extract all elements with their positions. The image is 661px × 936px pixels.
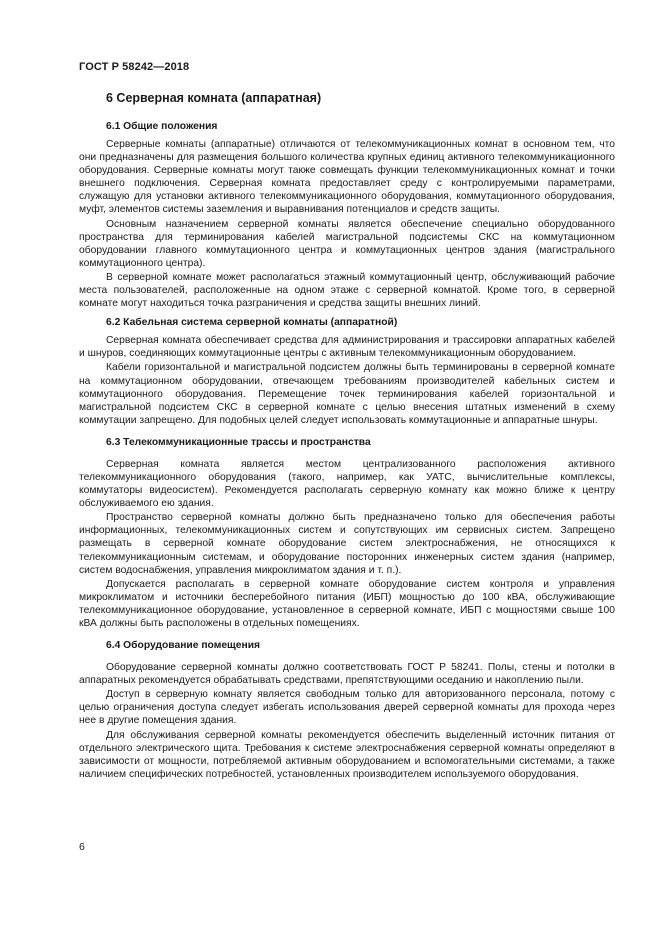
subsection-title-6-4: 6.4 Оборудование помещения (106, 640, 261, 652)
standard-header: ГОСТ Р 58242—2018 (79, 61, 190, 73)
paragraph: Оборудование серверной комнаты должно соответствовать ГОСТ Р 58241. Полы, стены и потолки в аппаратных рекомендуется обрабатывать средствами, препятствующими оседанию и накоплению пыли. (79, 662, 615, 687)
subsection-title-6-3: 6.3 Телекоммуникационные трассы и пространства (106, 436, 371, 448)
paragraph: Для обслуживания серверной комнаты рекомендуется обеспечить выделенный источник питания от отдельного электрического щита. Требования к системе электроснабжения серверной комнаты определяют в зависимости от мощности, потребляемой активным оборудованием и вспомогательными системами, а также наличием специфических потребностей, установленных производителем используемого оборудования. (79, 729, 615, 780)
paragraph: Доступ в серверную комнату является свободным только для авторизованного персонала, потому с целью ограничения доступа следует избегать использования дверей серверной комнаты для прохода через нее в другие помещения здания. (79, 689, 615, 727)
paragraph: Серверная комната является местом централизованного расположения активного телекоммуникационного оборудования (такого, например, как УАТС, вычислительные комплексы, коммутаторы видеосистем). Рекомендуется располагать серверную комнату как можно ближе к центру обслуживаемого ею здания. (79, 458, 615, 510)
paragraph: Серверная комната обеспечивает средства для администрирования и трассировки аппаратных кабелей и шнуров, соединяющих коммутационные центры с активным телекоммуникационным оборудованием. (79, 335, 615, 360)
page-content (79, 90, 615, 781)
paragraph: Основным назначением серверной комнаты является обеспечение специально оборудованного пространства для терминирования кабелей магистральной подсистемы СКС на коммутационном оборудовании главного коммутационного центра и коммутационных центров здания (магистрального коммутационного центра). (79, 218, 615, 269)
subsection-title-6-1: 6.1 Общие положения (106, 121, 218, 132)
paragraph: Кабели горизонтальной и магистральной подсистем должны быть терминированы в серверной комнате на коммутационном оборудовании, отвечающем требованиям производителей кабельных систем и коммутационного оборудования. Перемещение точек терминирования кабелей горизонтальной и магистральной подсистем СКС в серверной комнате с целью внесения штатных изменений в схему коммутации запрещено. Для подобных целей следует использовать коммутационные и аппаратные шнуры. (79, 362, 615, 426)
paragraph: В серверной комнате может располагаться этажный коммутационный центр, обслуживающий рабочие места пользователей, расположенные на одном этаже с серверной комнатой. Кроме того, в серверной комнате могут находиться точка разграничения и средства защиты внешних линий. (79, 271, 615, 310)
paragraph: Пространство серверной комнаты должно быть предназначено только для обеспечения работы информационных, телекоммуникационных систем и сопутствующих им сервисных систем. Запрещено размещать в серверной комнате оборудование систем электроснабжения, не относящихся к телекоммуникационным системам, и оборудование посторонних инженерных систем здания (например, систем водоснабжения, управления микроклиматом здания и т. п.). (79, 512, 615, 576)
subsection-title-6-2: 6.2 Кабельная система серверной комнаты (аппаратной) (106, 317, 398, 329)
paragraph: Серверные комнаты (аппаратные) отличаются от телекоммуникационных комнат в основном тем, что они предназначены для размещения большого количества крупных единиц активного телекоммуникационного оборудования. Серверные комнаты могут также совмещать функции телекоммуникационных комнат и точки внешнего подключения. Серверная комната предоставляет среду с контролируемыми параметрами, служащую для установки активного телекоммуникационного оборудования, коммутационного оборудования, муфт, элементов системы заземления и выравнивания потенциалов и средств защиты. (79, 139, 615, 216)
section-title: 6 Серверная комната (аппаратная) (106, 91, 322, 105)
paragraph: Допускается располагать в серверной комнате оборудование систем контроля и управления микроклиматом и источники бесперебойного питания (ИБП) мощностью до 100 кВА, обслуживающие телекоммуникационное оборудование, установленное в серверной комнате, ИБП с мощностями свыше 100 кВА должны быть расположены в отдельных помещениях. (79, 578, 615, 629)
page-number: 6 (79, 841, 85, 853)
